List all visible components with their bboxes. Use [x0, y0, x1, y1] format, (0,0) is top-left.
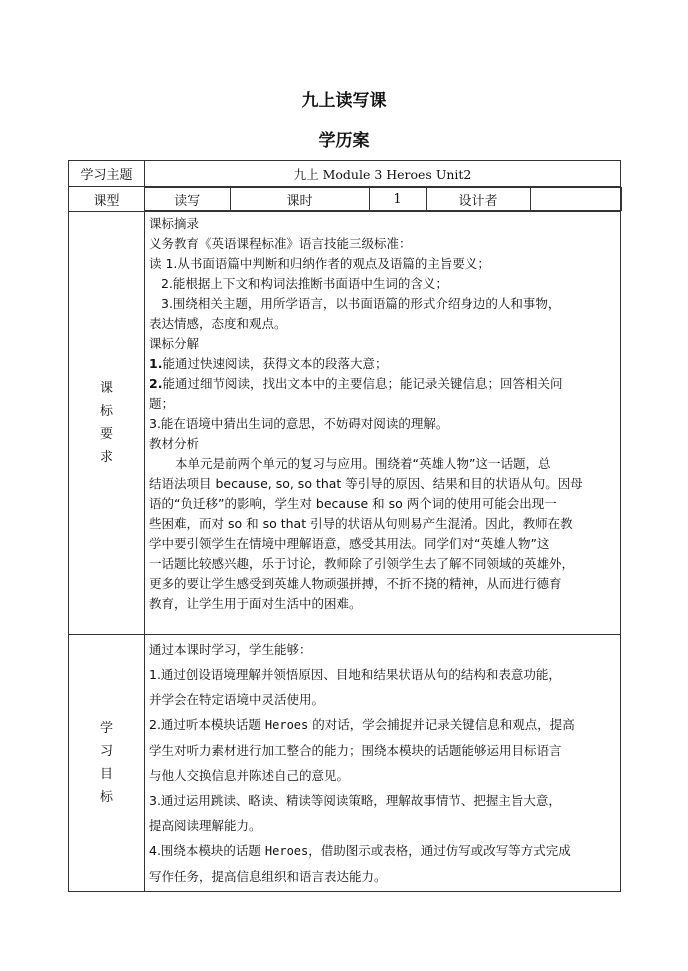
type-details-cell	[145, 187, 621, 212]
topic-label: 学习主题	[69, 161, 145, 187]
period-value: 1	[369, 188, 426, 211]
req-heading-breakdown: 课标分解	[149, 336, 200, 351]
req-heading-excerpt: 课标摘录	[149, 216, 200, 231]
lesson-plan-table	[68, 160, 621, 892]
page-title: 九上读写课	[301, 91, 387, 111]
req-heading-analysis: 教材分析	[149, 436, 200, 451]
goals-content: 通过本课时学习，学生能够： 1.通过创设语境理解并领悟原因、目地和结果状语从句的结构和表意功能， 并学会在特定语境中灵活使用。 2.通过听本模块话题 Heroes 的对话，学会捕捉并记录关键信息和观点，提高 学生对听力素材进行加工整合的能力；围绕本模块的话题能够运用目标语言 与他人交换信息并陈述自己的意见。 3.通过运用跳读、略读、精读等阅读策略，理解故事情节、把握主旨大意， 提高阅读理解能力。 4.围绕本模块的话题 Heroes，借助图示或表格，通过仿写或改写等方式完成 写作任务，提高信息组织和语言表达能力。	[145, 635, 621, 892]
requirements-content: 课标摘录 义务教育《英语课程标准》语言技能三级标准： 读 1.从书面语篇中判断和归纳作者的观点及语篇的主旨要义； 2.能根据上下文和构词法推断书面语中生词的含义； 3.围绕相关主题，用所学语言，以书面语篇的形式介绍身边的人和事物， 表达情感，态度和观点。 课标分解 1.能通过快速阅读，获得文本的段落大意； 2.能通过细节阅读，找出文本中的主要信息；能记录关键信息；回答相关问 题； 3.能在语境中猜出生词的意思，不妨碍对阅读的理解。 教材分析 本单元是前两个单元的复习与应用。围绕着“英雄人物”这一话题，总 结语法项目 because, so, so that 等引导的原因、结果和目的状语从句。因母 语的“负迁移”的影响，学生对 because 和 so 两个词的使用可能会出现一 些困难，而对 so 和 so that 引导的状语从句则易产生混淆。因此，教师在教 学中要引领学生在情境中理解语意，感受其用法。同学们对“英雄人物”这 一话题比较感兴趣，乐于讨论，教师除了引领学生去了解不同领域的英雄外， 更多的要让学生感受到英雄人物顽强拼搏，不折不挠的精神，从而进行德育 教育，让学生用于面对生活中的困难。	[145, 212, 621, 635]
topic-row	[69, 161, 621, 187]
designer-label: 设计者	[426, 188, 530, 211]
type-value: 读写	[145, 188, 230, 211]
requirements-label: 课 标 要 求	[69, 212, 145, 635]
type-details	[145, 187, 622, 211]
requirements-row	[69, 212, 621, 635]
goals-row	[69, 635, 621, 892]
designer-value	[530, 188, 621, 211]
goals-label: 学 习 目 标	[69, 635, 145, 892]
page-subtitle: 学历案	[318, 131, 370, 151]
period-label: 课时	[230, 188, 369, 211]
topic-value: 九上 Module 3 Heroes Unit2	[145, 161, 621, 187]
type-row	[69, 187, 621, 212]
type-label: 课型	[69, 187, 145, 212]
